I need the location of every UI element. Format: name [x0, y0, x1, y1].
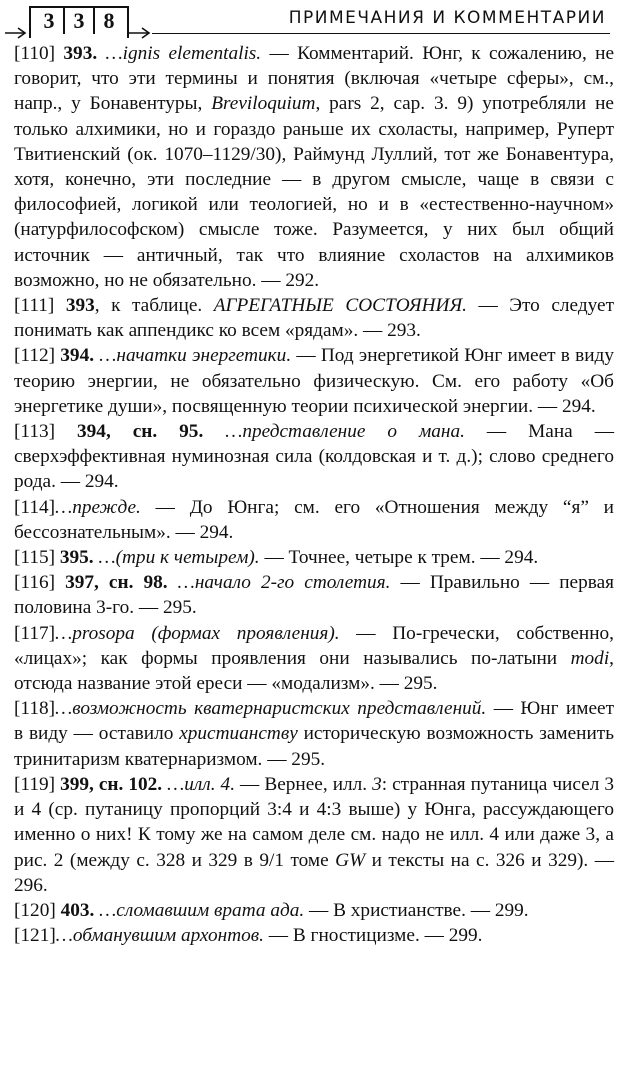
arrow-right-icon — [126, 26, 152, 40]
note-entry-115 — [14, 545, 614, 570]
page-number-digit: 3 — [65, 8, 95, 34]
note-text: , pars 2, cap. 3. 9) употребляли не только алхимики, но и гораздо раньше их схоласты, например, Руперт Твитиенский (ок. 1070–1129/30), Раймунд Луллий, тот же Бонавентура, хотя, конечно, эти последние — в другом смысле, чаще в связи с философией, логикой или теологией, но и в «естественно-научном» (натурфилософском) смысле тоже. Разумеется, у них был общий источник — античный, так что влияние схоластов на алхимиков возможно, но не обязательно. — 292. — [14, 93, 614, 291]
note-ref: 395. — [59, 547, 94, 569]
note-quote: …обманувшим архонтов. — [55, 925, 264, 947]
note-entry-116 — [14, 570, 614, 620]
page-header — [0, 0, 620, 44]
note-text: — Правильно — первая половина 3-го. — 295. — [14, 572, 615, 619]
note-text: : странная путаница чисел 3 и 4 (ср. путаницу пропорций 3:4 и 4:3 выше) у Юнга, рассуждающего именно о них! К тому же на самом деле см. надо не илл. 4 или даже 3, а рис. 2 (между с. 328 и 329 в 9/1 томе — [14, 773, 614, 871]
note-quote: GW — [335, 849, 366, 871]
note-quote: …(три к четырем). — [93, 547, 260, 569]
note-text: [118] — [14, 698, 56, 720]
note-quote: …ignis elementalis. — [97, 43, 262, 64]
note-text: — По-гречески, собственно, «лицах»; как формы проявления они назывались по-латыни — [14, 622, 614, 669]
note-text: — До Юнга; см. его «Отношения между “я” и бессознательным». — 294. — [14, 496, 614, 543]
note-entry-118 — [14, 696, 614, 772]
note-text: историческую возможность заменить тринитаризм кватернаризмом. — 295. — [14, 723, 614, 770]
note-text: , к таблице. — [94, 295, 214, 317]
note-ref: 403. — [60, 899, 95, 921]
note-text: — Вернее, илл. — [235, 773, 373, 795]
note-entry-110 — [14, 41, 614, 293]
note-text: — Точнее, четыре к трем. — 294. — [259, 547, 539, 569]
note-text: , отсюда название этой ереси — «модализм». — 295. — [14, 647, 614, 695]
note-entry-119 — [14, 772, 614, 898]
note-ref: 393 — [65, 295, 95, 317]
note-text: и тексты на с. 326 и 329). — 296. — [14, 849, 614, 896]
note-entry-120 — [14, 898, 614, 923]
note-quote: …илл. 4. — [162, 773, 236, 795]
page-number-digit: 8 — [103, 8, 115, 33]
note-entry-113 — [14, 419, 614, 495]
note-quote: …возможность кватернаристских представлений. — [55, 698, 487, 720]
note-ref: 393. — [63, 43, 98, 64]
note-text: [121] — [14, 925, 56, 947]
note-quote: …начатки энергетики. — [94, 345, 292, 367]
note-text: [120] — [14, 899, 61, 921]
note-ref: 394. — [60, 345, 95, 367]
note-entry-114 — [14, 495, 614, 545]
note-quote: …prosopa (формах проявления). — [55, 622, 340, 644]
note-entry-117 — [14, 621, 614, 697]
header-rule — [152, 33, 610, 34]
note-quote: Breviloquium — [211, 93, 316, 115]
note-text: [115] — [14, 547, 60, 569]
note-ref: 394, сн. 95. — [77, 421, 204, 443]
note-text: [111] — [14, 295, 66, 317]
note-text: — Это следует понимать как аппендикс ко всем «рядам». — 293. — [14, 295, 614, 342]
note-quote: христианству — [179, 723, 298, 745]
arrow-right-icon — [4, 26, 28, 40]
running-title: ПРИМЕЧАНИЯ И КОММЕНТАРИИ — [288, 8, 606, 28]
note-entry-111 — [14, 293, 614, 343]
note-text: — В гностицизме. — 299. — [263, 925, 483, 947]
notes-body — [14, 41, 614, 948]
note-text: [116] — [14, 572, 66, 594]
note-text: — Мана — сверхэффективная нуминозная сила (колдовская и т. д.); слово среднего рода. — 294. — [14, 421, 614, 493]
note-text: [110] — [14, 43, 64, 64]
page-number-digit: 3 — [35, 8, 65, 34]
note-quote: …сломавшим врата ада. — [94, 899, 305, 921]
note-entry-121 — [14, 923, 614, 948]
note-text: — В христианстве. — 299. — [304, 899, 529, 921]
note-quote: …прежде. — [55, 496, 141, 518]
note-text: [114] — [14, 496, 56, 518]
note-quote: АГРЕГАТНЫЕ СОСТОЯНИЯ. — [213, 295, 467, 317]
note-text: — Комментарий. Юнг, к сожалению, не говорит, что эти термины и понятия (включая «четыре сферы», см., напр., у Бонавентуры, — [14, 43, 614, 115]
note-ref: 397, сн. 98. — [65, 572, 168, 594]
note-text: — Юнг имеет в виду — оставило — [14, 698, 614, 745]
note-quote: 3 — [372, 773, 382, 795]
note-text: [119] — [14, 773, 61, 795]
note-text: — Под энергетикой Юнг имеет в виду теорию энергии, не обязательно физическую. См. его работу «Об энергетике души», посвященную теории психической энергии. — 294. — [14, 345, 614, 417]
note-quote: …начало 2-го столетия. — [167, 572, 391, 594]
note-entry-112 — [14, 343, 614, 419]
page-number — [29, 6, 129, 38]
note-quote: …представление о мана. — [203, 421, 465, 443]
note-quote: modi — [570, 647, 610, 669]
note-ref: 399, сн. 102. — [60, 773, 163, 795]
note-text: [113] — [14, 421, 78, 443]
note-text: [112] — [14, 345, 61, 367]
note-text: [117] — [14, 622, 56, 644]
